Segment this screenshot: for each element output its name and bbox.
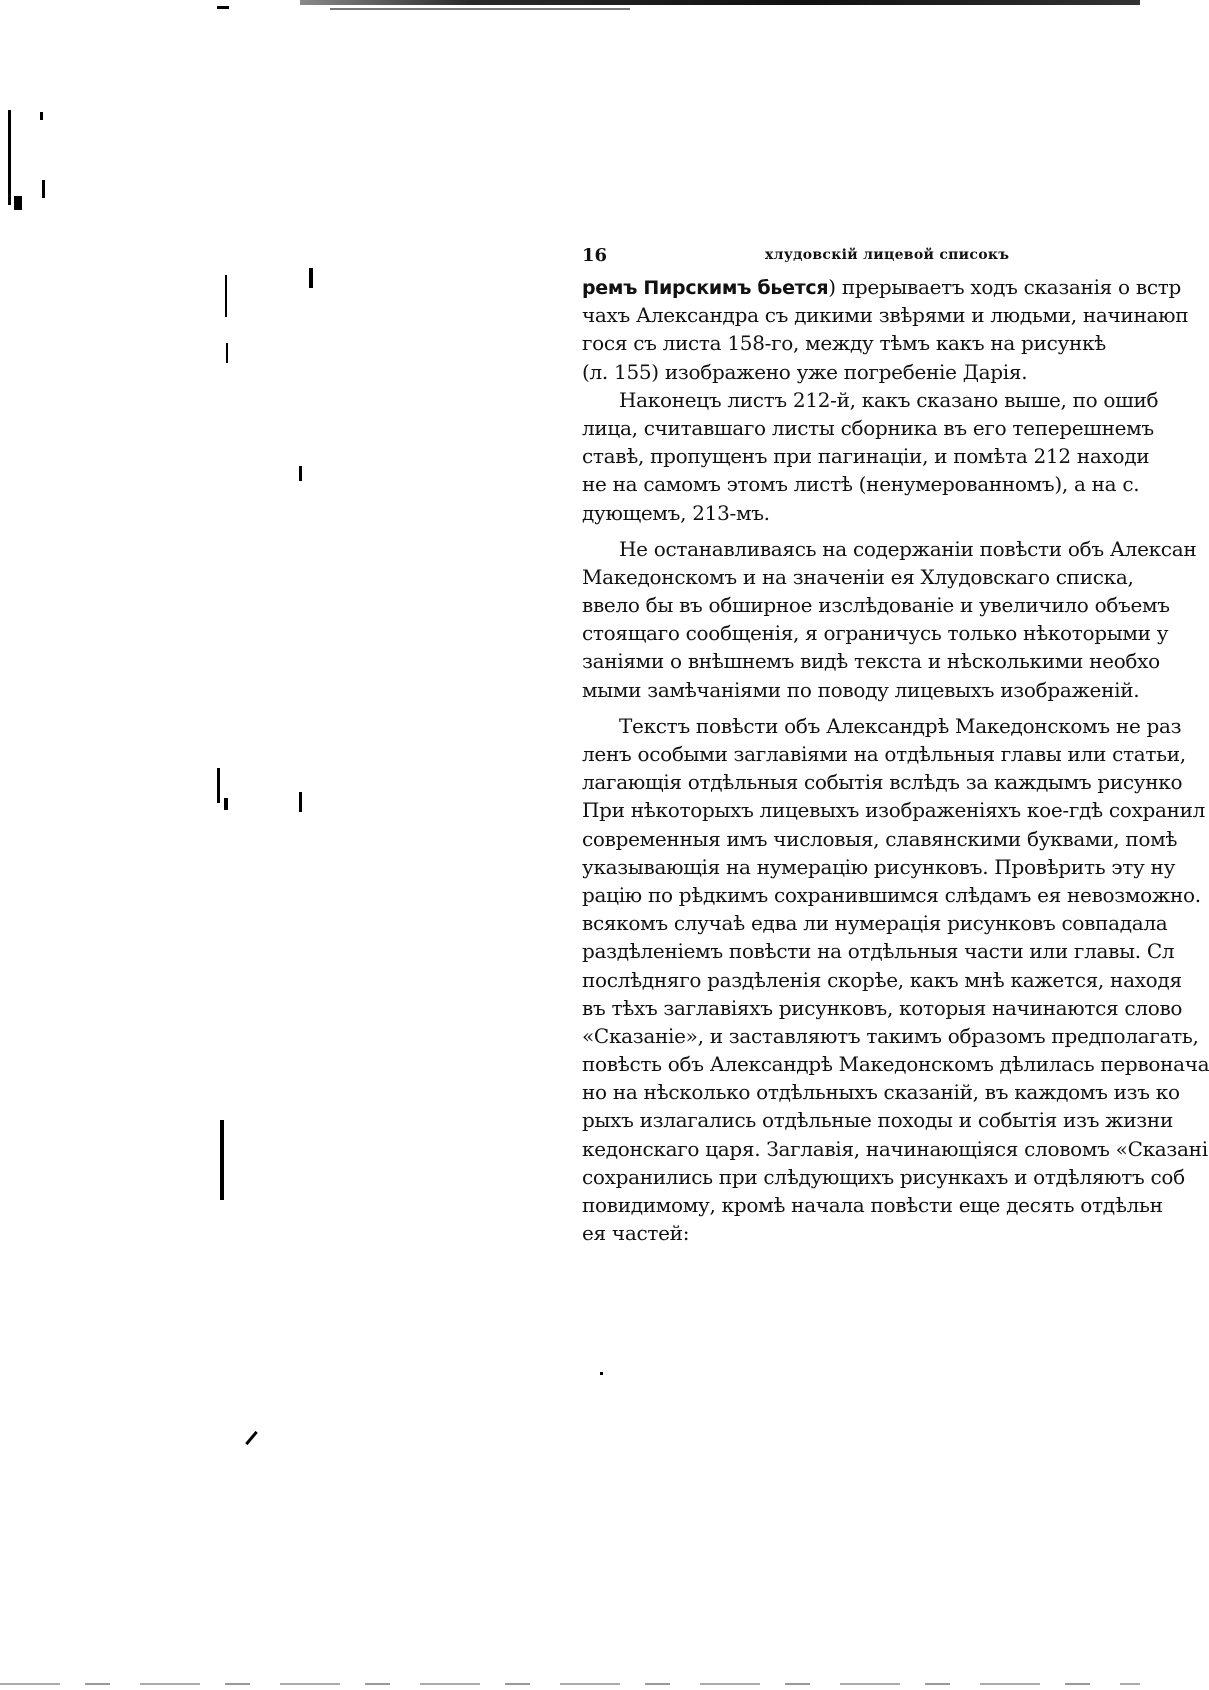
text-line	[582, 1135, 1208, 1163]
scan-mark	[40, 112, 43, 120]
scan-edge-top-thin	[330, 8, 630, 10]
paragraph	[582, 535, 1197, 704]
scan-mark	[245, 1431, 258, 1445]
line-text: повѣсть объ Александрѣ Македонскомъ дѣлилась первонача	[582, 1052, 1209, 1077]
text-line	[582, 535, 1197, 563]
scan-mark	[299, 792, 302, 812]
text-line	[582, 937, 1182, 965]
text-line	[582, 301, 1189, 329]
line-text: Не останавливаясь на содержаніи повѣсти объ Алексан	[619, 536, 1197, 561]
text-line	[582, 1022, 1199, 1050]
line-text: повидимому, кромѣ начала повѣсти еще десять отдѣльн	[582, 1193, 1163, 1217]
text-line	[582, 386, 1182, 414]
line-text: стоящаго сообщенія, я ограничусь только нѣкоторыми у	[582, 621, 1169, 646]
line-text: ) прерываетъ ходъ сказанія о встр	[828, 275, 1181, 299]
line-text: При нѣкоторыхъ лицевыхъ изображеніяхъ кое-гдѣ сохранил	[582, 798, 1206, 823]
scan-mark	[225, 275, 227, 317]
bold-lead-text: ремъ Пирскимъ бьется	[582, 277, 829, 299]
text-line	[582, 1191, 1182, 1219]
line-text: рыхъ излагались отдѣльные походы и событія изъ жизни	[582, 1108, 1173, 1133]
scan-edge-top	[300, 0, 1140, 5]
line-text: лагающія отдѣльныя событія вслѣдъ за каждымъ рисунко	[582, 770, 1183, 795]
page-number: 16	[582, 245, 608, 266]
text-line	[582, 796, 1206, 824]
text-line	[582, 442, 1182, 470]
text-line	[582, 881, 1201, 909]
scan-edge-bottom	[0, 1683, 1140, 1685]
line-text: ставѣ, пропущенъ при пагинаціи, и помѣта 212 находи	[582, 444, 1150, 469]
scan-mark	[224, 798, 228, 810]
line-text: мыми замѣчаніями по поводу лицевыхъ изображеній.	[582, 677, 1140, 702]
running-title: хлудовскій лицевой списокъ	[765, 247, 1010, 263]
book-page	[582, 245, 1209, 1247]
scan-mark	[42, 180, 45, 198]
text-line	[582, 740, 1186, 768]
scan-mark	[600, 1372, 603, 1375]
text-line	[582, 329, 1182, 357]
line-text: чахъ Александра съ дикими звѣрями и людьми, начинаюп	[582, 303, 1189, 328]
line-text: дующемъ, 213-мъ.	[582, 500, 770, 525]
text-line	[582, 768, 1182, 796]
paragraph	[582, 386, 1182, 527]
text-line	[582, 619, 1182, 647]
text-line	[582, 414, 1182, 442]
text-line	[582, 853, 1182, 881]
scan-mark	[220, 1120, 224, 1200]
scan-mark	[217, 768, 220, 803]
line-text: ея частей:	[582, 1221, 690, 1246]
line-text: Македонскомъ и на значеніи ея Хлудовскаго списка,	[582, 564, 1134, 589]
paragraph	[582, 712, 1209, 1248]
line-text: Наконецъ листъ 212-й, какъ сказано выше, по ошиб	[619, 387, 1159, 412]
text-line	[582, 470, 1182, 498]
line-text: заніями о внѣшнемъ видѣ текста и нѣсколькими необхо	[582, 649, 1160, 674]
scan-mark	[226, 343, 228, 363]
line-text: въ тѣхъ заглавіяхъ рисунковъ, которыя начинаются слово	[582, 995, 1183, 1020]
scan-mark	[309, 268, 313, 288]
line-text: гося съ листа 158-го, между тѣмъ какъ на рисункѣ	[582, 331, 1106, 356]
text-line	[582, 1078, 1182, 1106]
text-line	[582, 647, 1182, 675]
line-text: сохранились при слѣдующихъ рисункахъ и отдѣляютъ соб	[582, 1164, 1185, 1189]
scan-mark	[14, 196, 22, 210]
line-text: ленъ особыми заглавіями на отдѣльныя главы или статьи,	[582, 742, 1186, 766]
scan-mark	[217, 6, 229, 9]
line-text: современныя имъ числовыя, славянскими буквами, помѣ	[582, 826, 1178, 851]
text-line	[582, 712, 1182, 740]
text-line	[582, 825, 1182, 853]
line-text: кедонскаго царя. Заглавія, начинающіяся словомъ «Сказані	[582, 1136, 1208, 1161]
line-text: лица, считавшаго листы сборника въ его теперешнемъ	[582, 415, 1154, 440]
text-line	[582, 1219, 1182, 1247]
scan-mark	[299, 466, 302, 481]
text-line	[582, 499, 1182, 527]
text-line	[582, 1163, 1185, 1191]
line-text: раздѣленіемъ повѣсти на отдѣльныя части или главы. Сл	[582, 939, 1175, 964]
text-line	[582, 273, 1182, 301]
text-line	[582, 358, 1182, 386]
text-line	[582, 1050, 1209, 1078]
text-line	[582, 563, 1182, 591]
body-text	[582, 273, 1209, 1247]
text-line	[582, 909, 1182, 937]
page-header	[582, 245, 1182, 273]
line-text: ввело бы въ обширное изслѣдованіе и увеличило объемъ	[582, 593, 1170, 618]
line-text: «Сказаніе», и заставляютъ такимъ образомъ предполагать,	[582, 1023, 1199, 1048]
paragraph	[582, 273, 1189, 386]
line-text: послѣдняго раздѣленія скорѣе, какъ мнѣ кажется, находя	[582, 967, 1182, 992]
line-text: рацію по рѣдкимъ сохранившимся слѣдамъ ея невозможно.	[582, 882, 1201, 907]
text-line	[582, 676, 1182, 704]
line-text: всякомъ случаѣ едва ли нумерація рисунковъ совпадала	[582, 911, 1168, 936]
line-text: Текстъ повѣсти объ Александрѣ Македонскомъ не раз	[619, 713, 1182, 738]
line-text: (л. 155) изображено уже погребеніе Дарія.	[582, 359, 1028, 384]
text-line	[582, 966, 1182, 994]
text-line	[582, 994, 1182, 1022]
line-text: но на нѣсколько отдѣльныхъ сказаній, въ каждомъ изъ ко	[582, 1080, 1180, 1105]
text-line	[582, 1106, 1182, 1134]
line-text: не на самомъ этомъ листѣ (ненумерованномъ), а на с.	[582, 472, 1140, 497]
line-text: указывающія на нумерацію рисунковъ. Провѣрить эту ну	[582, 854, 1176, 879]
text-line	[582, 591, 1182, 619]
scan-mark	[8, 110, 11, 205]
